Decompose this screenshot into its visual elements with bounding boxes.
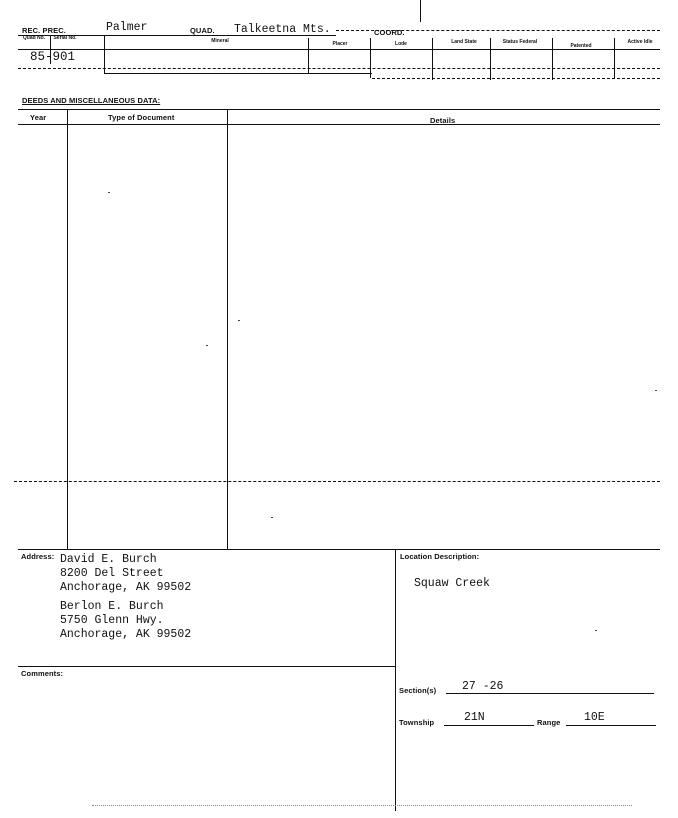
address-location-divider — [395, 549, 396, 811]
deeds-heading-line — [18, 124, 660, 125]
speck — [206, 345, 208, 346]
mineral-label: Mineral — [211, 38, 229, 44]
header-dashed-right — [336, 30, 660, 31]
section-underline — [446, 693, 654, 694]
status-federal-label: Status Federal — [502, 39, 538, 45]
header-bottom-dashed-2 — [372, 78, 660, 79]
divider-active — [614, 38, 615, 78]
owner-2-street: 5750 Glenn Hwy. — [60, 614, 164, 627]
speck — [238, 320, 240, 321]
address-top-line — [18, 549, 660, 550]
deeds-col-divider-1 — [67, 109, 68, 549]
owner-1-street: 8200 Del Street — [60, 567, 164, 580]
comments-label: Comments: — [21, 669, 64, 678]
header-bottom-dashed — [18, 68, 660, 69]
location-label: Location Description: — [400, 552, 480, 561]
address-label: Address: — [21, 552, 55, 561]
speck — [108, 192, 110, 193]
township-value: 21N — [464, 711, 485, 724]
deeds-dashed-separator — [14, 481, 660, 482]
speck — [655, 390, 657, 391]
quad-label: QUAD. — [190, 26, 215, 35]
quad-no-label: Quad No. — [22, 35, 46, 41]
divider-lode — [370, 38, 371, 78]
rec-prec-label: REC. PREC. — [22, 26, 66, 35]
owner-1-name: David E. Burch — [60, 553, 157, 566]
range-label: Range — [537, 718, 561, 727]
range-value: 10E — [584, 711, 605, 724]
coord-label: COORD. — [374, 28, 405, 37]
quad-serial-value: 85-901 — [30, 50, 76, 64]
active-idle-label: Active Idle — [627, 39, 653, 45]
section-label: Section(s) — [399, 686, 437, 695]
township-underline — [444, 725, 534, 726]
deeds-section-title: DEEDS AND MISCELLANEOUS DATA: — [22, 96, 161, 105]
owner-1-city: Anchorage, AK 99502 — [60, 581, 192, 594]
quad-value: Talkeetna Mts. — [234, 23, 331, 36]
col-year-header: Year — [30, 113, 47, 122]
divider-patented — [552, 38, 553, 80]
col-type-header: Type of Document — [108, 113, 175, 122]
header-heading-line — [18, 49, 660, 50]
lode-label: Lode — [395, 41, 407, 47]
section-value: 27 -26 — [462, 680, 504, 693]
patented-label: Patented — [570, 43, 592, 49]
speck — [271, 517, 273, 518]
township-label: Township — [399, 718, 435, 727]
divider-land — [432, 38, 433, 80]
serial-no-label: Serial No. — [53, 35, 77, 41]
speck — [595, 630, 597, 631]
divider-status — [490, 38, 491, 80]
location-value: Squaw Creek — [414, 577, 490, 590]
top-tick-mark — [420, 0, 421, 22]
comments-top-line — [18, 666, 395, 667]
deeds-top-line — [18, 109, 660, 110]
bottom-scan-noise — [92, 805, 632, 806]
placer-label: Placer — [332, 41, 348, 47]
col-details-header: Details — [430, 116, 456, 125]
header-bottom-solid — [104, 73, 372, 74]
land-state-label: Land State — [451, 39, 477, 45]
range-underline — [566, 725, 656, 726]
rec-prec-value: Palmer — [106, 21, 148, 34]
owner-2-city: Anchorage, AK 99502 — [60, 628, 192, 641]
deeds-col-divider-2 — [227, 109, 228, 549]
owner-2-name: Berlon E. Burch — [60, 600, 164, 613]
divider-quad — [50, 36, 51, 64]
